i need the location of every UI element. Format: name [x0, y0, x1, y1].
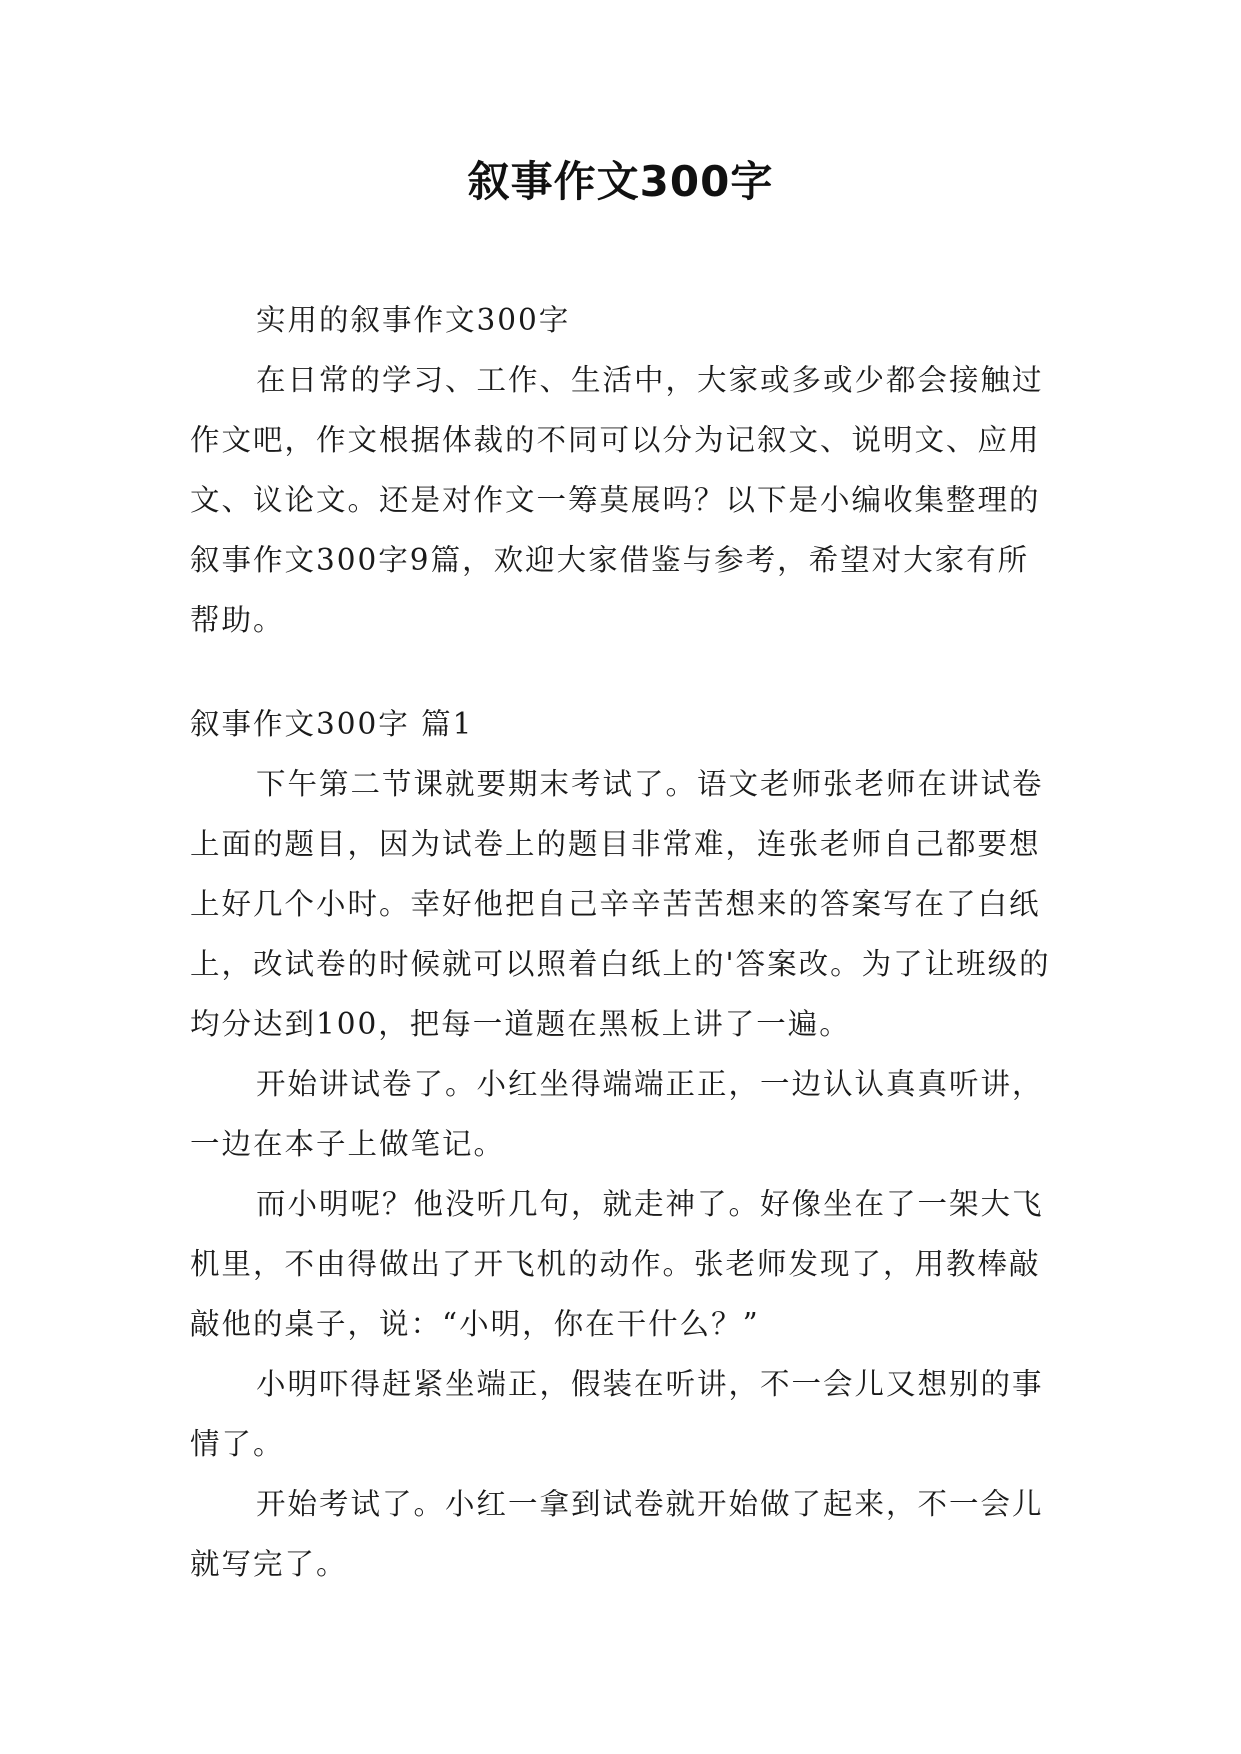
paragraph: 而小明呢？他没听几句，就走神了。好像坐在了一架大飞机里，不由得做出了开飞机的动作。张老师发现了，用教棒敲敲他的桌子，说：“小明，你在干什么？” — [190, 1187, 1044, 1341]
intro-paragraph: 在日常的学习、工作、生活中，大家或多或少都会接触过作文吧，作文根据体裁的不同可以分为记叙文、说明文、应用文、议论文。还是对作文一筹莫展吗？以下是小编收集整理的叙事作文300字9篇，欢迎大家借鉴与参考，希望对大家有所帮助。 — [190, 363, 1044, 637]
paragraph: 开始讲试卷了。小红坐得端端正正，一边认认真真听讲，一边在本子上做笔记。 — [190, 1067, 1044, 1161]
paragraph: 小明吓得赶紧坐端正，假装在听讲，不一会儿又想别的事情了。 — [190, 1367, 1044, 1461]
intro-subtitle: 实用的叙事作文300字 — [256, 303, 571, 337]
paragraph: 下午第二节课就要期末考试了。语文老师张老师在讲试卷上面的题目，因为试卷上的题目非常难，连张老师自己都要想上好几个小时。幸好他把自己辛辛苦苦想来的答案写在了白纸上，改试卷的时候就可以照着白纸上的'答案改。为了让班级的均分达到100，把每一道题在黑板上讲了一遍。 — [190, 767, 1051, 1041]
document-title: 叙事作文300字 — [467, 157, 774, 206]
section-heading: 叙事作文300字 篇1 — [190, 707, 474, 741]
paragraph: 开始考试了。小红一拿到试卷就开始做了起来，不一会儿就写完了。 — [190, 1487, 1044, 1581]
intro-block — [190, 290, 1052, 650]
section-1 — [190, 694, 1052, 1594]
